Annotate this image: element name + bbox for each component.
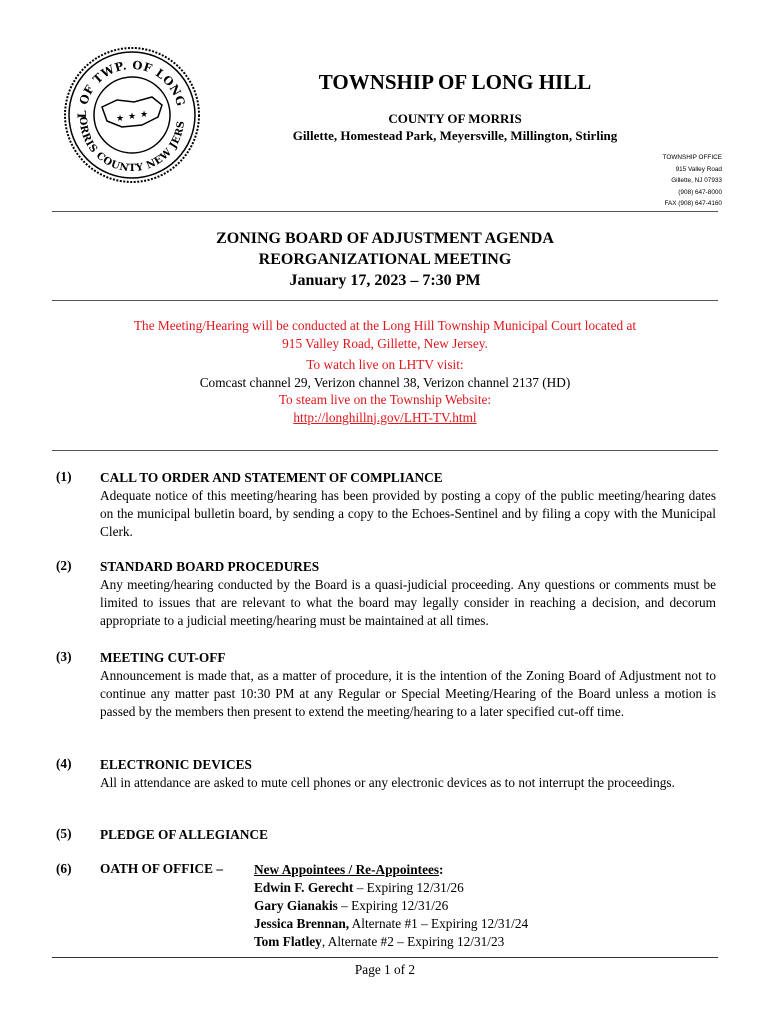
watch-label: To watch live on LHTV visit:	[306, 357, 464, 372]
office-street: 915 Valley Road	[675, 165, 722, 173]
appointee-name: Gary Gianakis	[254, 898, 338, 913]
item-number: (4)	[56, 756, 72, 771]
agenda-title: ZONING BOARD OF ADJUSTMENT AGENDA	[216, 230, 554, 247]
item-number: (5)	[56, 826, 72, 841]
item-title: PLEDGE OF ALLEGIANCE	[100, 827, 268, 842]
office-city: Gillette, NJ 07933	[671, 177, 722, 184]
appointee-row	[254, 933, 528, 951]
notice-divider	[52, 450, 718, 451]
item-number: (2)	[56, 558, 72, 573]
agenda-item-pledge	[100, 826, 716, 844]
location-line-2: 915 Valley Road, Gillette, New Jersey.	[282, 335, 488, 351]
office-name: TOWNSHIP OFFICE	[662, 154, 722, 161]
office-address	[663, 152, 722, 210]
appointee-row	[254, 915, 528, 933]
appointee-term: – Expiring 12/31/26	[353, 880, 464, 895]
office-phone: (908) 647-8000	[678, 188, 722, 196]
location-line-1: The Meeting/Hearing will be conducted at the Long Hill Township Municipal Court located at	[133, 318, 637, 333]
stream-label: To steam live on the Township Website:	[278, 392, 492, 407]
item-number: (6)	[56, 861, 72, 876]
item-number: (3)	[56, 649, 72, 664]
item-text: All in attendance are asked to mute cell phones or any electronic devices as to not interrupt the proceedings.	[100, 775, 675, 790]
item-title: MEETING CUT-OFF	[100, 650, 226, 665]
appointee-list	[254, 861, 528, 951]
appointees-heading-colon: :	[439, 862, 444, 877]
meeting-date: January 17, 2023 – 7:30 PM	[289, 272, 481, 289]
appointee-term: Alternate #1 – Expiring 12/31/24	[349, 916, 529, 931]
svg-text:★: ★	[128, 112, 137, 122]
page-number: Page 1 of 2	[354, 962, 416, 977]
item-text: Any meeting/hearing conducted by the Board is a quasi-judicial proceeding. Any questions or comments must be limited to issues that are relevant to what the board may legally consider in reaching a decision, and decorum appropriate to a judicial meeting/hearing must be maintained at all times.	[100, 577, 716, 628]
appointee-term: , Alternate #2 – Expiring 12/31/23	[321, 934, 505, 949]
office-fax: FAX (908) 647-4160	[664, 200, 722, 207]
appointees-heading: New Appointees / Re-Appointees	[254, 862, 440, 877]
township-seal	[62, 45, 202, 185]
item-text: Announcement is made that, as a matter of procedure, it is the intention of the Zoning Board of Adjustment not to continue any matter past 10:30 PM at any Regular or Special Meeting/Hearing of the Board unless a motion is passed by the members then present to extend the meeting/hearing to a later specified cut-off time.	[100, 668, 716, 719]
agenda-item-board-procedures	[100, 558, 716, 630]
agenda-heading	[52, 228, 718, 291]
seal-text-top: L OF TWP. OF LONG	[74, 57, 189, 119]
footer-divider	[52, 957, 718, 958]
appointee-name: Jessica Brennan,	[254, 916, 350, 931]
oath-of-office-label: OATH OF OFFICE –	[100, 861, 223, 876]
channel-list: Comcast channel 29, Verizon channel 38, Verizon channel 2137 (HD)	[199, 374, 571, 390]
svg-text:★: ★	[116, 114, 125, 124]
appointee-term: – Expiring 12/31/26	[337, 898, 449, 913]
meeting-type: REORGANIZATIONAL MEETING	[258, 251, 512, 268]
item-title: CALL TO ORDER AND STATEMENT OF COMPLIANCE	[100, 470, 443, 485]
item-text: Adequate notice of this meeting/hearing has been provided by posting a copy of the public meeting/hearing dates on the municipal bulletin board, by sending a copy to the Echoes-Sentinel and by filing a copy with the Municipal Clerk.	[100, 488, 716, 539]
item-number: (1)	[56, 469, 72, 484]
county-name: COUNTY OF MORRIS	[388, 111, 522, 126]
appointee-name: Edwin F. Gerecht	[254, 880, 354, 895]
lhtv-link[interactable]: http://longhillnj.gov/LHT-TV.html	[293, 409, 477, 425]
agenda-item-electronic-devices	[100, 756, 716, 792]
header-divider	[52, 211, 718, 212]
township-places: Gillette, Homestead Park, Meyersville, Millington, Stirling	[292, 128, 618, 143]
item-title: STANDARD BOARD PROCEDURES	[100, 559, 320, 574]
seal-text-bottom: ORRIS COUNTY NEW JERS	[76, 116, 188, 175]
agenda-item-call-to-order	[100, 469, 716, 541]
appointee-name: Tom Flatley	[254, 934, 322, 949]
agenda-divider	[52, 300, 718, 301]
agenda-item-cut-off	[100, 649, 716, 721]
item-title: ELECTRONIC DEVICES	[100, 757, 252, 772]
meeting-notice	[52, 317, 718, 426]
appointee-row	[254, 897, 528, 915]
svg-text:★: ★	[140, 110, 149, 120]
appointee-row	[254, 879, 528, 897]
township-title: TOWNSHIP OF LONG HILL	[318, 70, 592, 94]
